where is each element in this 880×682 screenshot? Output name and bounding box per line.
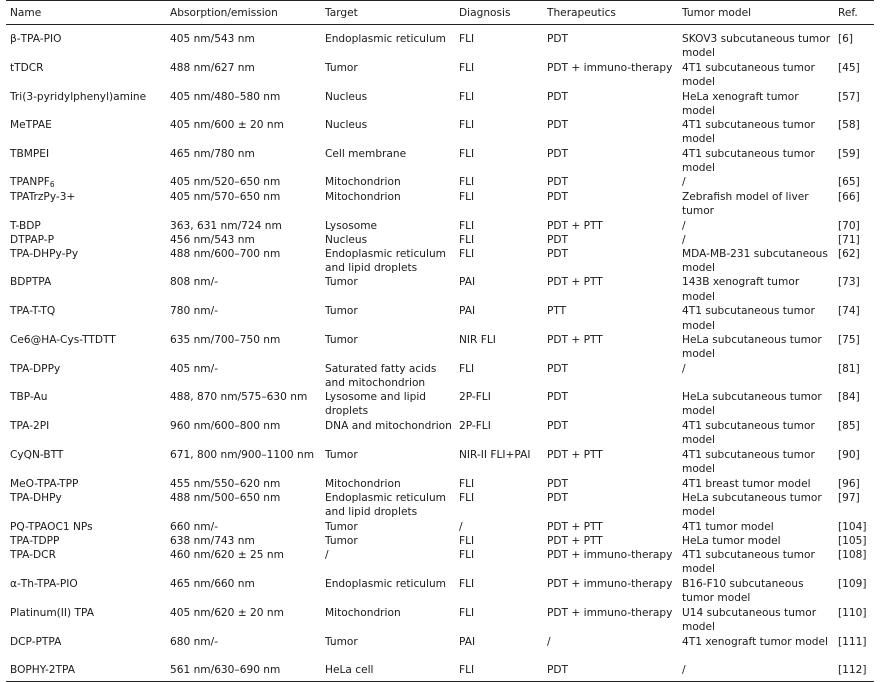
table-row: [6, 477, 874, 491]
cell-therapeutics: PDT: [547, 477, 569, 490]
cell-name: CyQN-BTT: [10, 448, 64, 461]
cell-ref: [62]: [838, 248, 860, 261]
table-row: [6, 25, 874, 61]
cell-absorption-emission: 405 nm/543 nm: [170, 33, 255, 46]
cell-diagnosis: FLI: [459, 535, 475, 548]
table-row: [6, 190, 874, 219]
cell-target: Endoplasmic reticulum: [325, 33, 447, 46]
table-row: [6, 534, 874, 548]
cell-name: TPATrzPy-3+: [10, 190, 76, 203]
cell-therapeutics: PDT: [547, 190, 569, 203]
cell-diagnosis: PAI: [459, 635, 476, 648]
cell-ref: [81]: [838, 362, 860, 375]
cell-therapeutics: PDT + PTT: [547, 276, 603, 289]
cell-target: Mitochondrion: [325, 606, 401, 619]
column-header-target: Target: [325, 7, 358, 19]
cell-absorption-emission: 405 nm/600 ± 20 nm: [170, 119, 284, 132]
cell-target: Nucleus: [325, 90, 368, 103]
table-row: [6, 577, 874, 605]
table-row: [6, 419, 874, 447]
cell-tumor-model: /: [682, 233, 686, 246]
cell-absorption-emission: 671, 800 nm/900–1100 nm: [170, 448, 315, 461]
cell-tumor-model: 4T1 subcutaneous tumor model: [682, 448, 815, 475]
cell-therapeutics: PDT: [547, 491, 569, 504]
column-header-diagnosis: Diagnosis: [459, 7, 511, 19]
cell-tumor-model: 4T1 subcutaneous tumor model: [682, 549, 815, 576]
cell-target: Mitochondrion: [325, 190, 401, 203]
cell-ref: [65]: [838, 176, 860, 189]
cell-tumor-model: U14 subcutaneous tumor model: [682, 606, 817, 633]
table-row: [6, 304, 874, 332]
cell-diagnosis: 2P-FLI: [459, 391, 491, 404]
cell-ref: [110]: [838, 606, 867, 619]
cell-target: Endoplasmic reticulum and lipid droplets: [325, 491, 447, 519]
cell-diagnosis: NIR-II FLI+PAI: [459, 448, 531, 461]
cell-name: DCP-PTPA: [10, 635, 62, 648]
table-row: [6, 635, 874, 663]
cell-absorption-emission: 455 nm/550–620 nm: [170, 477, 281, 490]
table-row: [6, 219, 874, 233]
cell-absorption-emission: 561 nm/630–690 nm: [170, 663, 281, 676]
cell-name: TBMPEI: [10, 148, 50, 161]
cell-ref: [111]: [838, 635, 867, 648]
cell-therapeutics: PDT + PTT: [547, 448, 603, 461]
cell-diagnosis: FLI: [459, 176, 475, 189]
compound-name-subscript: 6: [49, 180, 55, 190]
cell-tumor-model: MDA-MB-231 subcutaneous model: [682, 248, 828, 275]
cell-absorption-emission: 363, 631 nm/724 nm: [170, 219, 282, 232]
cell-diagnosis: PAI: [459, 276, 476, 289]
cell-ref: [66]: [838, 190, 860, 203]
cell-therapeutics: PDT + immuno-therapy: [547, 578, 673, 591]
cell-ref: [112]: [838, 663, 867, 676]
cell-target: Cell membrane: [325, 148, 407, 161]
cell-therapeutics: PDT: [547, 119, 569, 132]
column-header-name: Name: [10, 7, 42, 19]
cell-target: Tumor: [325, 520, 358, 533]
cell-ref: [90]: [838, 448, 860, 461]
cell-absorption-emission: 405 nm/-: [170, 362, 219, 375]
cell-ref: [57]: [838, 90, 860, 103]
cell-therapeutics: PDT + immuno-therapy: [547, 549, 673, 562]
cell-diagnosis: /: [459, 520, 463, 533]
cell-diagnosis: FLI: [459, 233, 475, 246]
cell-target: Mitochondrion: [325, 176, 401, 189]
cell-name: Platinum(II) TPA: [10, 606, 94, 619]
cell-tumor-model: 4T1 subcutaneous tumor model: [682, 305, 815, 332]
cell-absorption-emission: 405 nm/520–650 nm: [170, 176, 281, 189]
cell-therapeutics: PDT: [547, 248, 569, 261]
cell-therapeutics: PDT: [547, 420, 569, 433]
cell-name: α-Th-TPA-PIO: [10, 578, 78, 591]
column-header-tumor-model: Tumor model: [682, 7, 752, 19]
cell-tumor-model: /: [682, 663, 686, 676]
cell-name: TPA-T-TQ: [10, 305, 56, 318]
cell-diagnosis: FLI: [459, 219, 475, 232]
cell-absorption-emission: 780 nm/-: [170, 305, 219, 318]
cell-absorption-emission: 405 nm/620 ± 20 nm: [170, 606, 284, 619]
cell-tumor-model: HeLa subcutaneous tumor model: [682, 391, 822, 418]
cell-ref: [74]: [838, 305, 860, 318]
table-row: [6, 247, 874, 275]
cell-therapeutics: PDT + immuno-therapy: [547, 61, 673, 74]
cell-target: Tumor: [325, 61, 358, 74]
table-row: [6, 548, 874, 577]
cell-target: HeLa cell: [325, 663, 374, 676]
cell-ref: [45]: [838, 61, 860, 74]
cell-absorption-emission: 680 nm/-: [170, 635, 219, 648]
table-row: [6, 448, 874, 477]
cell-name: TPA-TDPP: [10, 535, 60, 548]
cell-tumor-model: 4T1 subcutaneous tumor model: [682, 420, 815, 447]
cell-name: TPA-2PI: [10, 420, 50, 433]
table-row: [6, 118, 874, 147]
cell-therapeutics: PDT: [547, 148, 569, 161]
cell-tumor-model: HeLa subcutaneous tumor model: [682, 333, 822, 361]
cell-diagnosis: FLI: [459, 148, 475, 161]
cell-ref: [109]: [838, 578, 867, 591]
cell-therapeutics: PDT: [547, 176, 569, 189]
cell-name: [6, 175, 166, 189]
table-row: [6, 491, 874, 520]
cell-name: TPA-DHPy-Py: [10, 248, 79, 261]
data-table-container: [6, 0, 874, 682]
cell-therapeutics: PDT + PTT: [547, 520, 603, 533]
table-row: [6, 390, 874, 419]
cell-target: Lysosome and lipid droplets: [325, 391, 426, 418]
cell-tumor-model: /: [682, 362, 686, 375]
cell-absorption-emission: 405 nm/480–580 nm: [170, 90, 281, 103]
cell-target: Tumor: [325, 635, 358, 648]
cell-diagnosis: FLI: [459, 119, 475, 132]
cell-target: Saturated fatty acids and mitochondrion: [325, 362, 437, 390]
table-row: [6, 520, 874, 534]
cell-tumor-model: 4T1 subcutaneous tumor model: [682, 148, 815, 175]
cell-absorption-emission: 635 nm/700–750 nm: [170, 333, 281, 346]
cell-absorption-emission: 465 nm/780 nm: [170, 148, 255, 161]
column-header-ref: Ref.: [838, 7, 858, 19]
cell-tumor-model: 4T1 subcutaneous tumor model: [682, 61, 815, 88]
cell-diagnosis: FLI: [459, 477, 475, 490]
cell-absorption-emission: 488 nm/600–700 nm: [170, 248, 281, 261]
cell-absorption-emission: 488 nm/627 nm: [170, 61, 255, 74]
cell-ref: [97]: [838, 491, 860, 504]
cell-tumor-model: 4T1 breast tumor model: [682, 477, 811, 490]
cell-tumor-model: Zebrafish model of liver tumor: [682, 190, 809, 217]
cell-diagnosis: 2P-FLI: [459, 420, 491, 433]
table-row: [6, 362, 874, 390]
cell-target: Lysosome: [325, 219, 378, 232]
cell-tumor-model: 4T1 tumor model: [682, 520, 774, 533]
table-header: [6, 1, 874, 25]
cell-name: DTPAP-P: [10, 233, 54, 246]
cell-therapeutics: PDT: [547, 362, 569, 375]
cell-ref: [6]: [838, 33, 854, 46]
cell-tumor-model: 4T1 xenograft tumor model: [682, 635, 828, 648]
cell-tumor-model: HeLa tumor model: [682, 535, 781, 548]
cell-tumor-model: SKOV3 subcutaneous tumor model: [682, 33, 831, 60]
cell-diagnosis: FLI: [459, 606, 475, 619]
table-row: [6, 90, 874, 118]
cell-name: Ce6@HA-Cys-TTDTT: [10, 333, 116, 346]
cell-tumor-model: /: [682, 176, 686, 189]
cell-diagnosis: FLI: [459, 362, 475, 375]
cell-therapeutics: /: [547, 635, 551, 648]
cell-absorption-emission: 460 nm/620 ± 25 nm: [170, 549, 284, 562]
cell-therapeutics: PDT: [547, 90, 569, 103]
cell-tumor-model: 143B xenograft tumor model: [682, 276, 800, 303]
cell-name: Tri(3-pyridylphenyl)amine: [10, 90, 147, 103]
cell-diagnosis: FLI: [459, 663, 475, 676]
cell-absorption-emission: 488, 870 nm/575–630 nm: [170, 391, 308, 404]
cell-diagnosis: FLI: [459, 491, 475, 504]
cell-ref: [59]: [838, 148, 860, 161]
cell-diagnosis: PAI: [459, 305, 476, 318]
cell-name: MeTPAE: [10, 119, 52, 132]
cell-diagnosis: NIR FLI: [459, 333, 496, 346]
cell-tumor-model: /: [682, 219, 686, 232]
cell-target: DNA and mitochondrion: [325, 420, 452, 433]
cell-tumor-model: B16-F10 subcutaneous tumor model: [682, 578, 804, 605]
cell-target: Mitochondrion: [325, 477, 401, 490]
cell-target: Nucleus: [325, 233, 368, 246]
cell-therapeutics: PDT + PTT: [547, 333, 603, 346]
table-row: [6, 147, 874, 175]
cell-target: Tumor: [325, 276, 358, 289]
table-row: [6, 175, 874, 189]
cell-therapeutics: PTT: [547, 305, 567, 318]
cell-ref: [104]: [838, 520, 867, 533]
table-row: [6, 333, 874, 362]
column-header-therapeutics: Therapeutics: [547, 7, 616, 19]
cell-name: BOPHY-2TPA: [10, 663, 75, 676]
cell-diagnosis: FLI: [459, 190, 475, 203]
cell-absorption-emission: 405 nm/570–650 nm: [170, 190, 281, 203]
cell-absorption-emission: 465 nm/660 nm: [170, 578, 255, 591]
cell-name: tTDCR: [10, 61, 44, 74]
cell-therapeutics: PDT: [547, 391, 569, 404]
cell-ref: [70]: [838, 219, 860, 232]
cell-target: Nucleus: [325, 119, 368, 132]
cell-name: MeO-TPA-TPP: [10, 477, 79, 490]
cell-absorption-emission: 456 nm/543 nm: [170, 233, 255, 246]
cell-diagnosis: FLI: [459, 549, 475, 562]
table-row: [6, 61, 874, 90]
compound-name-text: TPANPF: [10, 176, 50, 189]
cell-tumor-model: HeLa subcutaneous tumor model: [682, 491, 822, 519]
cell-diagnosis: FLI: [459, 248, 475, 261]
cell-target: Endoplasmic reticulum and lipid droplets: [325, 248, 447, 275]
cell-diagnosis: FLI: [459, 33, 475, 46]
cell-therapeutics: PDT: [547, 663, 569, 676]
cell-absorption-emission: 638 nm/743 nm: [170, 535, 255, 548]
table-row: [6, 233, 874, 247]
cell-target: Endoplasmic reticulum: [325, 578, 447, 591]
table-row: [6, 663, 874, 682]
cell-target: Tumor: [325, 305, 358, 318]
cell-therapeutics: PDT: [547, 33, 569, 46]
cell-absorption-emission: 960 nm/600–800 nm: [170, 420, 281, 433]
cell-name: β-TPA-PIO: [10, 33, 62, 46]
cell-target: Tumor: [325, 535, 358, 548]
cell-absorption-emission: 488 nm/500–650 nm: [170, 491, 281, 504]
cell-therapeutics: PDT + PTT: [547, 219, 603, 232]
table-row: [6, 606, 874, 635]
column-header-absorption-emission: Absorption/emission: [170, 7, 278, 19]
cell-ref: [96]: [838, 477, 860, 490]
table-body: [6, 25, 874, 682]
cell-diagnosis: FLI: [459, 578, 475, 591]
cell-absorption-emission: 808 nm/-: [170, 276, 219, 289]
cell-ref: [108]: [838, 549, 867, 562]
cell-name: PQ-TPAOC1 NPs: [10, 520, 93, 533]
cell-diagnosis: FLI: [459, 61, 475, 74]
cell-ref: [105]: [838, 535, 867, 548]
cell-name: BDPTPA: [10, 276, 52, 289]
cell-name: TPA-DCR: [10, 549, 56, 562]
cell-diagnosis: FLI: [459, 90, 475, 103]
cell-name: TPA-DHPy: [10, 491, 62, 504]
cell-ref: [84]: [838, 391, 860, 404]
cell-target: Tumor: [325, 333, 358, 346]
cell-target: /: [325, 549, 329, 562]
cell-ref: [85]: [838, 420, 860, 433]
cell-absorption-emission: 660 nm/-: [170, 520, 219, 533]
table-row: [6, 275, 874, 304]
data-table: [6, 0, 874, 682]
cell-therapeutics: PDT + PTT: [547, 535, 603, 548]
cell-ref: [71]: [838, 233, 860, 246]
cell-therapeutics: PDT + immuno-therapy: [547, 606, 673, 619]
cell-name: TPA-DPPy: [10, 362, 61, 375]
cell-tumor-model: HeLa xenograft tumor model: [682, 90, 799, 117]
cell-therapeutics: PDT: [547, 233, 569, 246]
cell-ref: [58]: [838, 119, 860, 132]
cell-ref: [73]: [838, 276, 860, 289]
cell-target: Tumor: [325, 448, 358, 461]
cell-tumor-model: 4T1 subcutaneous tumor model: [682, 119, 815, 146]
cell-name: T-BDP: [10, 219, 41, 232]
header-row: [6, 1, 874, 25]
cell-ref: [75]: [838, 333, 860, 346]
cell-name: TBP-Au: [10, 391, 48, 404]
